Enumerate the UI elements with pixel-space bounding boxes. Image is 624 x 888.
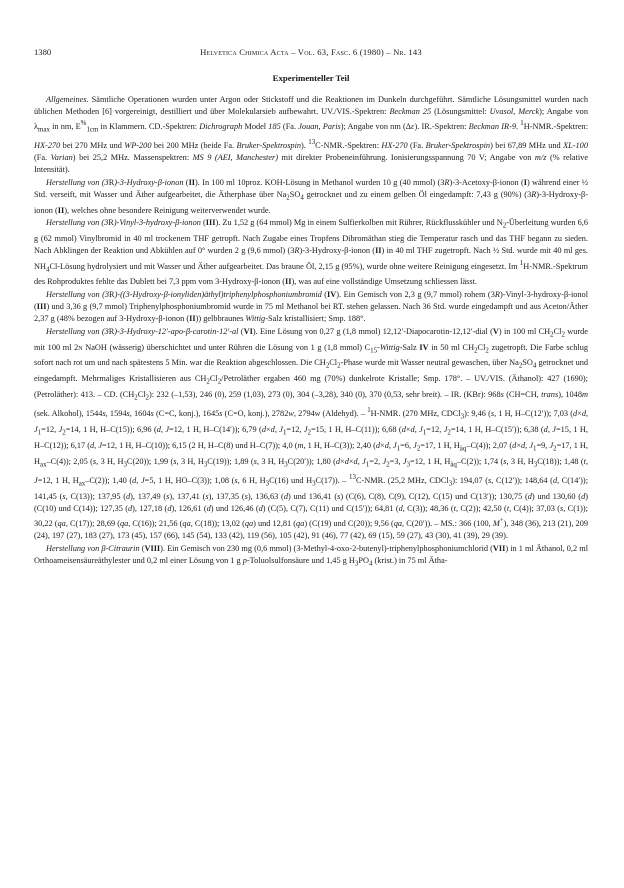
page-number: 1380 bbox=[34, 47, 52, 57]
paragraph-hydroxy-ionon: Herstellung von (3R)-3-Hydroxy-β-ionon (II). In 100 ml 10proz. KOH-Lösung in Methanol wurden 10 g (40 mmol) (3R)-3-Acetoxy-β-ionon (I) während einer ½ Std. verseift, mit Wasser und Äther aufgearbeitet, die Ätherphase über $Na_2SO_4$ getrocknet und zu einem gelben Öl eingedampft: 7,43 g (90%) (3R)-3-Hydroxy-β-ionon (II), welches ohne besondere Reinigung weiterverwendet wurde. bbox=[34, 177, 589, 215]
page-header bbox=[34, 46, 588, 58]
paragraph-vinyl-ionol: Herstellung von (3R)-Vinyl-3-hydroxy-β-ionon (III). Zu 1,52 g (64 mmol) Mg in einem Sulfierkolben mit Rührer, Rückflusskühler und $N_2$-Überleitung wurden 6,6 g (62 mmol) Vinylbromid in 40 ml trockenem THF getropft. Nach Zugabe eines Tropfens Dibromäthan stieg die Temperatur rasch und das THF begann zu sieden. Nach Abklingen der Reaktion und Abkühlen auf 0° wurden 2 g (9,6 mmol) (3R)-3-Hydroxy-β-ionon (II) in 40 ml THF zugetropft. Nach ½ Std. wurde mit 40 ml ges. $NH_4Cl$-Lösung hydrolysiert und mit Wasser und Äther aufgearbeitet. Das braune Öl, 2,15 g (95%), wurde ohne weitere Reinigung eingesetzt. Im $^1$H-NMR.-Spektrum des Rohproduktes fehlte das Dublett bei 7,3 ppm vom 3-Hydroxy-β-ionon (II), was auf eine vollständige Umsetzung schliessen lässt. bbox=[34, 218, 589, 287]
journal-running-head: Helvetica Chimica Acta – Vol. 63, Fasc. 6 (1980) – Nr. 143 bbox=[200, 47, 422, 57]
section-title: Experimenteller Teil bbox=[272, 73, 350, 84]
paragraph-citraurin: Herstellung von β-Citraurin (VIII). Ein Gemisch von 230 mg (0,6 mmol) (3-Methyl-4-oxo-2-butenyl)-triphenylphosphoniumchlorid (VII) in 1 ml Äthanol, 0,2 ml Orthoameisensäureäthylester und 0,2 ml einer Lösung von 1 g p-Toluolsulfonsäure und 1,45 g $H_3PO_4$ (krist.) in 75 ml Ätha- bbox=[34, 543, 589, 568]
section-body bbox=[34, 94, 588, 571]
paragraph-allgemeines: Allgemeines. Sämtliche Operationen wurden unter Argon oder Stickstoff und die Reaktionen im Dunkeln durchgeführt. Sämtliche Lösungsmittel wurden nach üblichen Methoden [6] vorgereinigt, destilliert und über Molekularsieb aufbewahrt. UV./VIS.-Spektren: Beckman 25 (Lösungsmittel: Uvasol, Merck); Angabe von $\lambda_{max}$ in nm, $E^{\%}_{1cm}$ in Klammern. CD.-Spektren: Dichrograph Model 185 (Fa. Jouan, Paris); Angabe von nm (Δε). IR.-Spektren: Beckman IR-9. $^1$H-NMR.-Spektren: HX-270 bei 270 MHz und WP-200 bei 200 MHz (beide Fa. Bruker-Spektrospin). $^{13}$C-NMR.-Spektren: HX-270 (Fa. Bruker-Spektrospin) bei 67,89 MHz und XL-100 (Fa. Varian) bei 25,2 MHz. Massenspektren: MS 9 (AEI, Manchester) mit direkter Probeneinführung. Ionisierungsspannung 70 V; Angabe von m/z (% relative Intensität). bbox=[34, 94, 589, 175]
paragraph-apo-carotinal: Herstellung von (3R)-3-Hydroxy-12′-apo-β-carotin-12′-al (VI). Eine Lösung von 0,27 g (1,8 mmol) 12,12′-Diapocarotin-12,12′-dial (V) in 100 ml $CH_2Cl_2$ wurde mit 100 ml 2n NaOH (wässerig) überschichtet und unter Rühren die Lösung von 1 g (1,8 mmol) $C_{15}-Wittig$-Salz IV in 50 ml $CH_2Cl_2$ zugetropft. Die Farbe schlug sofort nach rot um und nach spätestens 5 Min. war die Reaktion abgeschlossen. Die $CH_2Cl_2$-Phase wurde mit Wasser neutral gewaschen, über $Na_2SO_4$ getrocknet und eingedampft. Mehrmaliges Kristallisieren aus $CH_2Cl_2$/Petroläther ergaben 460 mg (70%) dunkelrote Kristalle; Smp. 178°. – UV./VIS. (Äthanol): 427 (1690); (Petroläther): 413. – CD. $(CH_2Cl_2)$: 232 (–1,53), 246 (0), 259 (1,03), 273 (0), 304 (–3,28), 340 (0), 370 (0,53, sehr breit). – IR. (KBr): 968s (CH=CH, trans), 1048m (sek. Alkohol), 1544s, 1594s, 1604s (C=C, konj.), 1645s (C=O, konj.), 2782w, 2794w (Aldehyd). – $^1$H-NMR. (270 MHz, CDCl$_3$): 9,46 (s, 1 H, H–C(12′)); 7,03 (d×d, $J_1=12$, $J_2=14$, 1 H, H–C(15)); 6,96 (d, J=12, 1 H, H–C(14′)); 6,79 (d×d, $J_1=12$, $J_2=15$, 1 H, H–C(11)); 6,68 (d×d, $J_1=12$, $J_2=14$, 1 H, H–C(15′)); 6,38 (d, J=15, 1 H, H–C(12)); 6,17 (d, J=12, 1 H, H–C(10)); 6,15 (2 H, H–C(8) und H–C(7)); 4,0 (m, 1 H, H–C(3)); 2,40 (d×d, $J_1=6$, $J_2=17$, 1 H, $H_{äq}-C(4)$); 2,07 (d×d, $J_1=9$, $J_2=17$, 1 H, $H_{ax}-C(4)$); 2,05 (s, 3 H, $H_3C(20)$); 1,99 (s, 3 H, $H_3C(19)$); 1,89 (s, 3 H, $H_3C(20')$); 1,80 (d×d×d, $J_1=2$, $J_2=3$, $J_3=12$, 1 H, $H_{äq}-C(2)$); 1,74 (s, 3 H, $H_3C(18)$); 1,48 (t, J=12, 1 H, $H_{ax}-C(2)$); 1,40 (d, J=5, 1 H, HO–C(3)); 1,08 (s, 6 H, $H_3C(16)$ und $H_3C(17)$). – $^{13}$C-NMR. (25,2 MHz, CDCl$_3$): 194,07 (s, C(12′)); 148,64 (d, C(14′)); 141,45 (s, C(13)); 137,95 (d), 137,49 (s), 137,41 (s), 137,35 (s), 136,63 (d) und 136,41 (s) (C(6), C(8), C(9), C(12), C(15) und C(13′)); 130,75 (d) und 130,60 (d) (C(10) und C(14)); 127,35 (d), 127,18 (d), 126,61 (d) und 126,46 (d) (C(5), C(7), C(11) und C(15′)); 64,81 (d, C(3)); 48,36 (t, C(2)); 42,50 (t, C(4)); 37,03 (s, C(1)); 30,22 (qa, C(17)); 28,69 (qa, C(16)); 21,56 (qa, C(18)); 13,02 (qa) und 12,81 (qa) (C(19) und C(20)); 9,56 (qa, C(20′)). – MS.: 366 (100, M+), 348 (36), 213 (21), 209 (24), 197 (27), 183 (27), 173 (45), 157 (66), 145 (54), 133 (42), 119 (56), 105 (42), 91 (46), 77 (42), 69 (15), 59 (27), 43 (30), 41 (39), 29 (39). bbox=[34, 326, 589, 541]
paragraph-phosphonium-salt: Herstellung von (3R)-((3-Hydroxy-β-ionyliden)äthyl)triphenylphosphoniumbromid (IV). Ein Gemisch von 2,3 g (9,7 mmol) rohem (3R)-Vinyl-3-hydroxy-β-ionol (III) und 3,36 g (9,7 mmol) Triphenylphosphoniumbromid wurde in 75 ml Methanol bei RT. stehen gelassen. Nach 36 Std. wurde eingedampft und aus Aceton/Äther 2,37 g (48% bezogen auf 3-Hydroxy-β-ionon (II)) gelbbraunes Wittig-Salz kristallisiert; Smp. 188°. bbox=[34, 289, 588, 324]
document-page bbox=[34, 46, 588, 571]
